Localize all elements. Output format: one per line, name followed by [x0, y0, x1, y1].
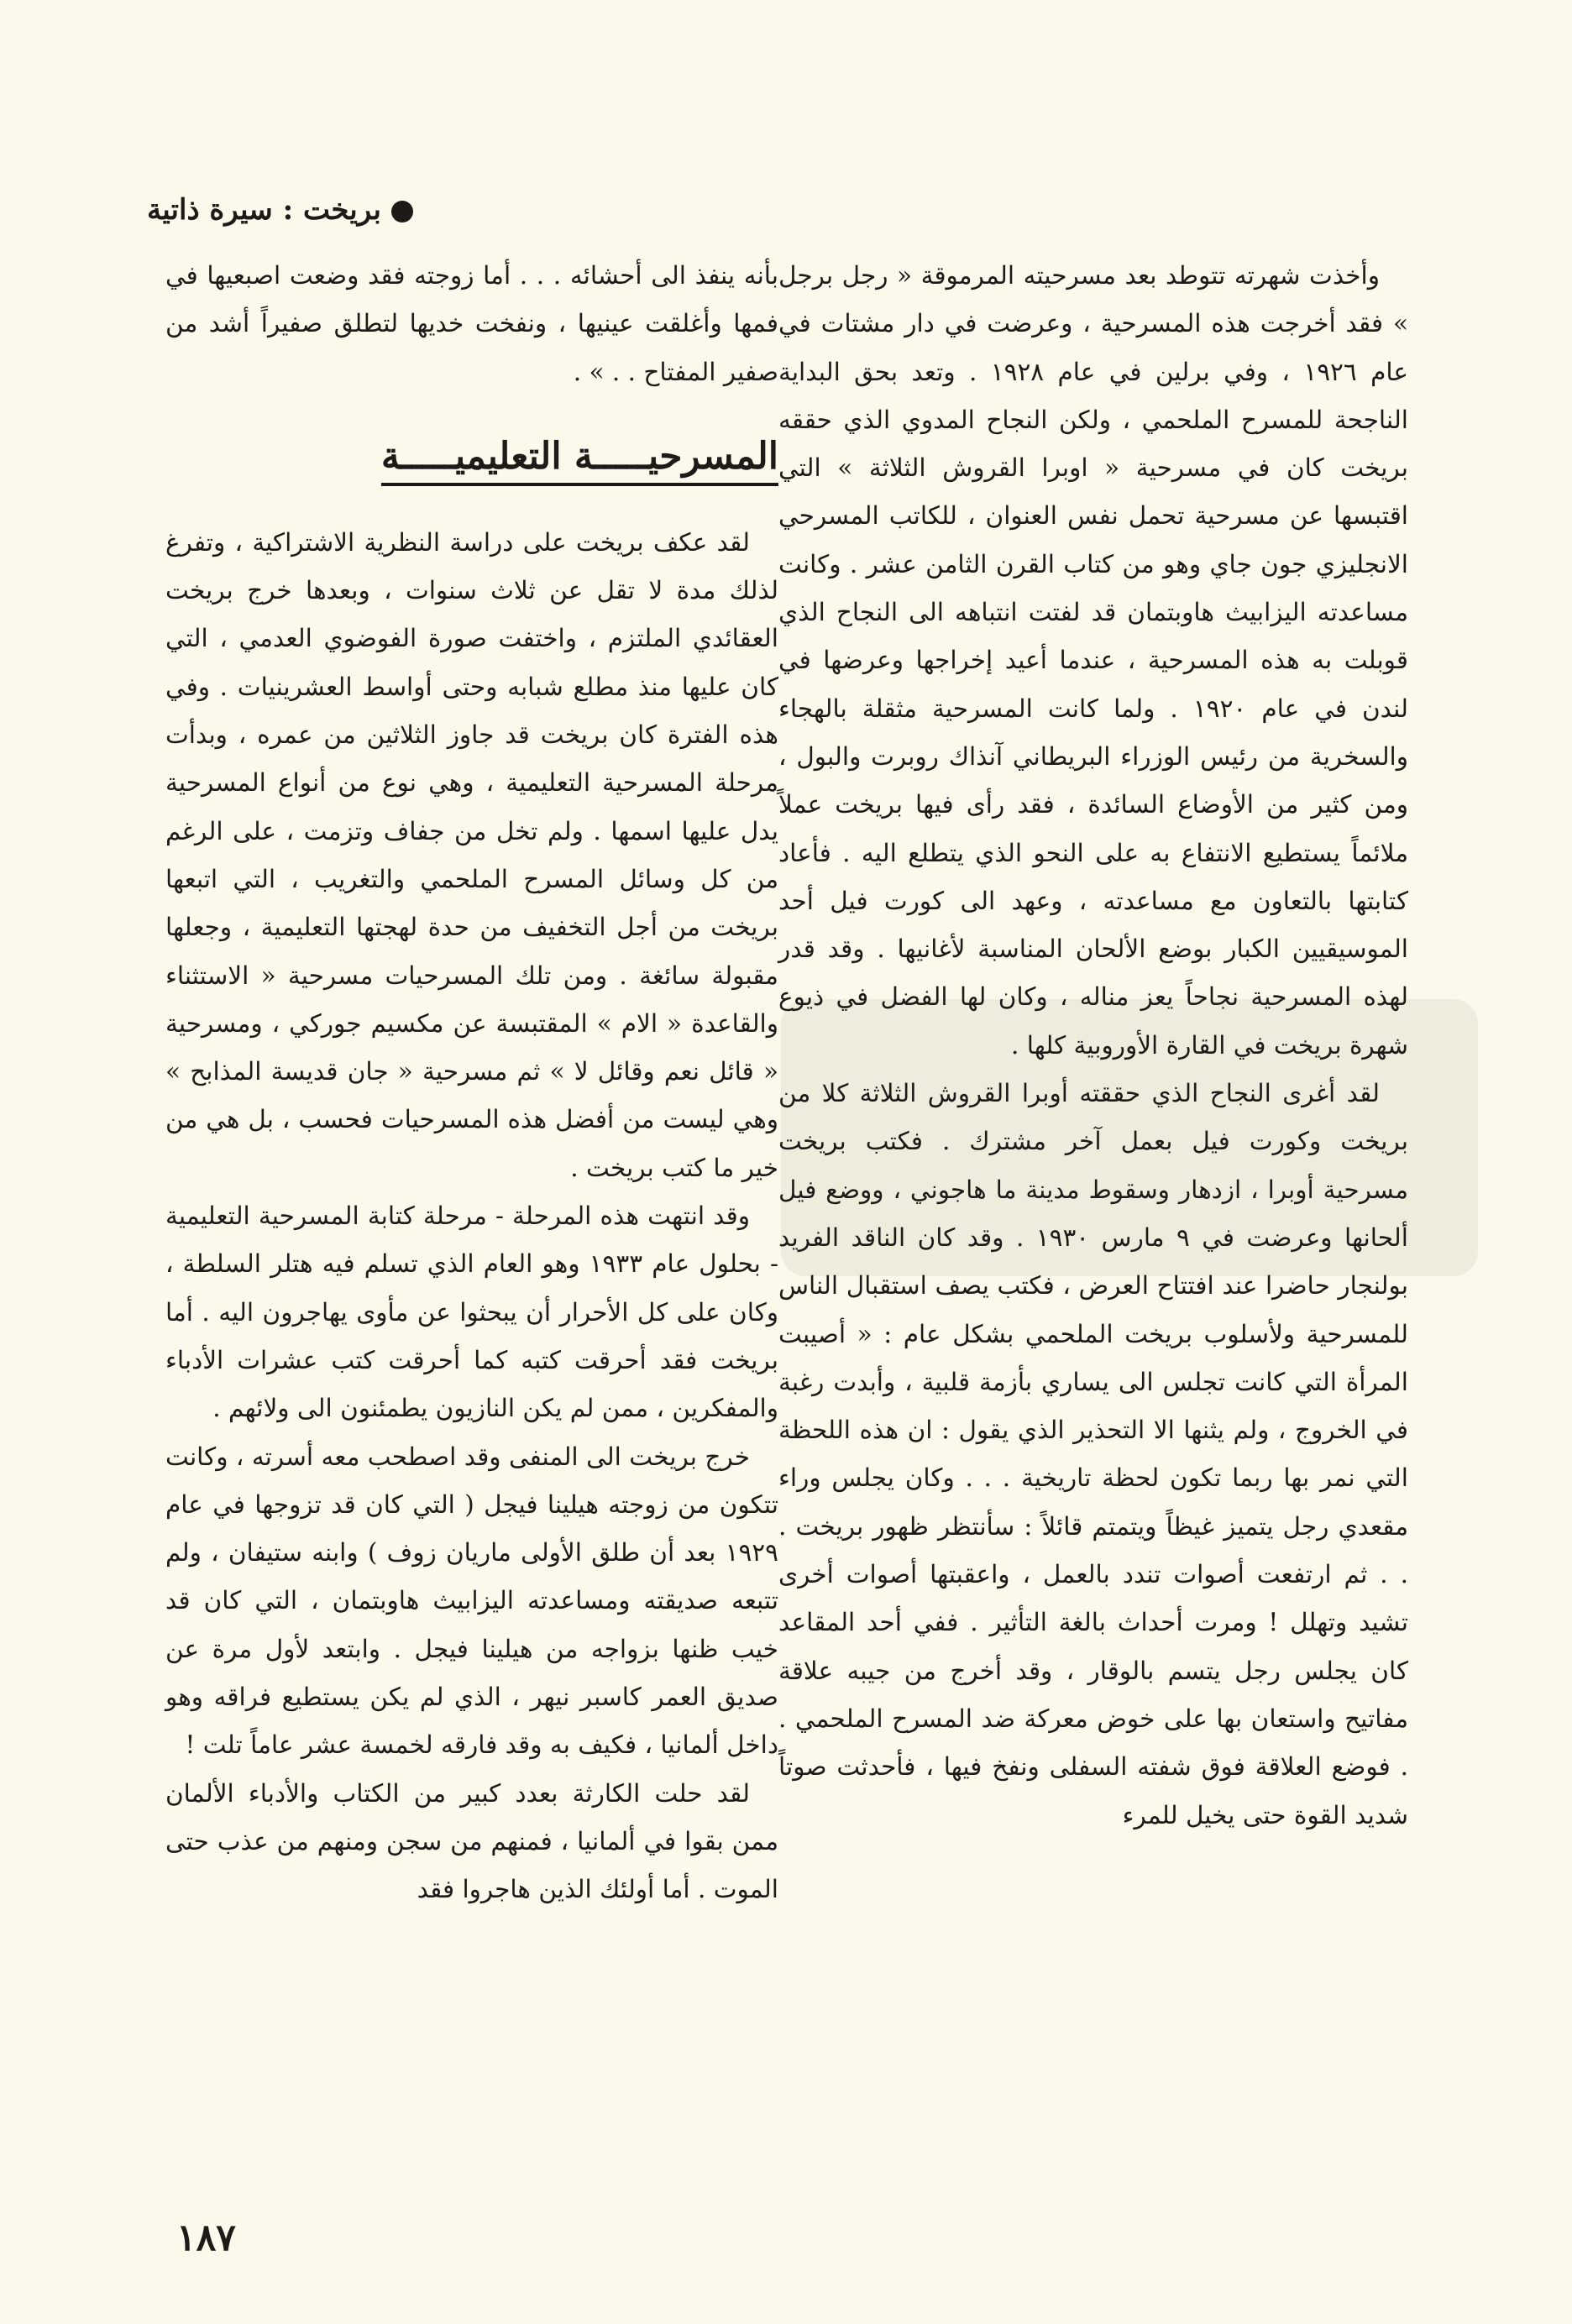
paragraph: وقد انتهت هذه المرحلة - مرحلة كتابة المسرحية التعليمية - بحلول عام ١٩٣٣ وهو العام الذي تسلم فيه هتلر السلطة ، وكان على كل الأحرار أن يبحثوا عن مأوى يهاجرون اليه . أما بريخت فقد أحرقت كتبه كما أحرقت كتب عشرات الأدباء والمفكرين ، ممن لم يكن النازيون يطمئنون الى ولائهم . — [165, 1201, 778, 1423]
running-header — [147, 193, 413, 227]
paragraph: خرج بريخت الى المنفى وقد اصطحب معه أسرته ، وكانت تتكون من زوجته هيلينا فيجل ( التي كان قد تزوجها في عام ١٩٢٩ بعد أن طلق الأولى ماريان زوف ) وابنه ستيفان ، ولم تتبعه صديقته ومساعدته اليزابيث هاوبتمان ، التي كان قد خيب ظنها بزواجه من هيلينا فيجل . وابتعد لأول مرة عن صديق العمر كاسبر نيهر ، الذي لم يكن يستطيع فراقه وهو داخل ألمانيا ، فكيف به وقد فارقه لخمسة عشر عاماً تلت ! — [165, 1442, 778, 1760]
header-title: بريخت : سيرة ذاتية — [147, 193, 381, 227]
section-heading — [165, 432, 778, 482]
paragraph: وأخذت شهرته تتوطد بعد مسرحيته المرموقة « رجل برجل » فقد أخرجت هذه المسرحية ، وعرضت في دار مشتات في عام ١٩٢٦ ، وفي برلين في عام ١٩٢٨ . وتعد بحق البداية الناجحة للمسرح الملحمي ، ولكن النجاح المدوي الذي حققه بريخت كان في مسرحية « اوبرا القروش الثلاثة » التي اقتبسها عن مسرحية تحمل نفس العنوان ، للكاتب المسرحي الانجليزي جون جاي وهو من كتاب القرن الثامن عشر . وكانت مساعدته اليزابيث هاوبتمان قد لفتت انتباهه الى النجاح الذي قوبلت به هذه المسرحية ، عندما أعيد إخراجها وعرضها في لندن في عام ١٩٢٠ . ولما كانت المسرحية مثقلة بالهجاء والسخرية من رئيس الوزراء البريطاني آنذاك روبرت والبول ، ومن كثير من الأوضاع السائدة ، فقد رأى فيها بريخت عملاً ملائماً يستطيع الانتفاع به على النحو الذي يتطلع اليه . فأعاد كتابتها بالتعاون مع مساعدته ، وعهد الى كورت فيل أحد الموسيقيين الكبار بوضع الألحان المناسبة لأغانيها . وقد قدر لهذه المسرحية نجاحاً يعز مناله ، وكان لها الفضل في ذيوع شهرة بريخت في القارة الأوروبية كلها . — [778, 261, 1409, 1060]
paragraph: لقد عكف بريخت على دراسة النظرية الاشتراكية ، وتفرغ لذلك مدة لا تقل عن ثلاث سنوات ، وبعدها خرج بريخت العقائدي الملتزم ، واختفت صورة الفوضوي العدمي ، التي كان عليها منذ مطلع شبابه وحتى أواسط العشرينيات . وفي هذه الفترة كان بريخت قد جاوز الثلاثين من عمره ، وبدأت مرحلة المسرحية التعليمية ، وهي نوع من أنواع المسرحية يدل عليها اسمها . ولم تخل من جفاف وتزمت ، على الرغم من كل وسائل المسرح الملحمي والتغريب ، التي اتبعها بريخت من أجل التخفيف من حدة لهجتها التعليمية ، وجعلها مقبولة سائغة . ومن تلك المسرحيات مسرحية « الاستثناء والقاعدة « الام » المقتبسة عن مكسيم جوركي ، ومسرحية « قائل نعم وقائل لا » ثم مسرحية « جان قديسة المذابح » وهي ليست من أفضل هذه المسرحيات فحسب ، بل هي من خير ما كتب بريخت . — [165, 527, 778, 1182]
section-heading-text: المسرحيـــــة التعليميـــــة — [381, 435, 778, 486]
right-column — [778, 252, 1408, 1840]
page-number: ١٨٧ — [176, 2217, 236, 2259]
left-column — [165, 252, 778, 1914]
continued-paragraph: بأنه ينفذ الى أحشائه . . . أما زوجته فقد وضعت اصبعيها في فمها وأغلقت عينيها ، ونفخت خديها لتطلق صفيراً أشد من صفير المفتاح . . » . — [165, 261, 778, 386]
paragraph: لقد أغرى النجاح الذي حققته أوبرا القروش الثلاثة كلا من بريخت وكورت فيل بعمل آخر مشترك . فكتب بريخت مسرحية أوبرا ، ازدهار وسقوط مدينة ما هاجوني ، ووضع فيل ألحانها وعرضت في ٩ مارس ١٩٣٠ . وقد كان الناقد الفريد بولنجار حاضرا عند افتتاح العرض ، فكتب يصف استقبال الناس للمسرحية ولأسلوب بريخت الملحمي بشكل عام : « أصيبت المرأة التي كانت تجلس الى يساري بأزمة قلبية ، وأبدت رغبة في الخروج ، ولم يثنها الا التحذير الذي يقول : ان هذه اللحظة التي نمر بها ربما تكون لحظة تاريخية . . . وكان يجلس وراء مقعدي رجل يتميز غيظاً ويتمتم قائلاً : سأنتظر ظهور بريخت . . . ثم ارتفعت أصوات تندد بالعمل ، واعقبتها أصوات أخرى تشيد وتهلل ! ومرت أحداث بالغة التأثير . ففي أحد المقاعد كان يجلس رجل يتسم بالوقار ، وقد أخرج من جيبه علاقة مفاتيح واستعان بها على خوض معركة ضد المسرح الملحمي . . فوضع العلاقة فوق شفته السفلى ونفخ فيها ، فأحدثت صوتاً شديد القوة حتى يخيل للمرء — [778, 1079, 1408, 1829]
bullet-icon — [391, 201, 413, 222]
paragraph: لقد حلت الكارثة بعدد كبير من الكتاب والأدباء الألمان ممن بقوا في ألمانيا ، فمنهم من سجن ومنهم من عذب حتى الموت . أما أولئك الذين هاجروا فقد — [165, 1778, 778, 1904]
